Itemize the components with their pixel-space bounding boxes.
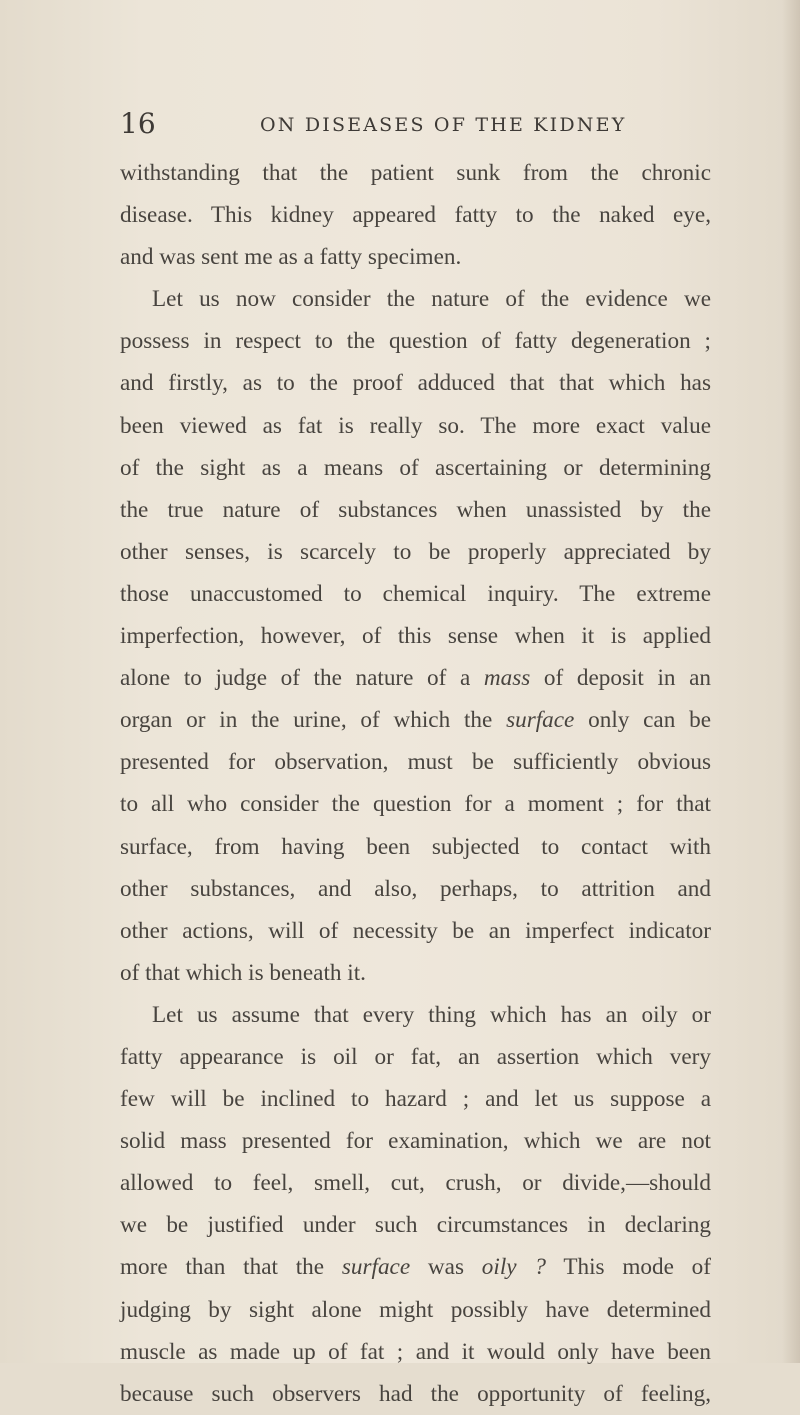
text-run: more than that the — [120, 1254, 342, 1281]
text-line: allowed to feel, smell, cut, crush, or divide,—should — [120, 1170, 711, 1197]
text-line: and firstly, as to the proof adduced that that which has — [120, 370, 711, 397]
text-line: presented for observation, must be sufficiently obvious — [120, 749, 711, 776]
text-line: muscle as made up of fat ; and it would only have been — [120, 1338, 711, 1365]
text-line: because such observers had the opportunity of feeling, — [120, 1380, 711, 1407]
text-line: the true nature of substances when unassisted by the — [120, 496, 711, 523]
italic-word: oily ? — [481, 1254, 546, 1281]
text-line: and was sent me as a fatty specimen. — [120, 244, 462, 271]
text-line: solid mass presented for examination, which we are not — [120, 1128, 711, 1155]
italic-word: surface — [506, 707, 575, 734]
text-line: other substances, and also, perhaps, to attrition and — [120, 875, 711, 902]
text-line: surface, from having been subjected to contact with — [120, 833, 711, 860]
page-edge-shadow — [782, 0, 800, 1363]
text-line: of that which is beneath it. — [120, 959, 366, 986]
text-run: organ or in the urine, of which the — [120, 707, 507, 734]
text-line: of the sight as a means of ascertaining or determining — [120, 454, 711, 481]
italic-word: mass — [483, 665, 531, 692]
text-line: other senses, is scarcely to be properly appreciated by — [120, 538, 711, 565]
text-line: imperfection, however, of this sense when it is applied — [120, 623, 711, 650]
text-line: possess in respect to the question of fatty degeneration ; — [120, 328, 711, 355]
text-line: to all who consider the question for a moment ; for that — [120, 791, 711, 818]
paragraph-start-line: Let us assume that every thing which has an oily or — [152, 1001, 711, 1028]
text-line: other actions, will of necessity be an imperfect indicator — [120, 917, 711, 944]
text-line: few will be inclined to hazard ; and let us suppose a — [120, 1086, 711, 1113]
text-line — [120, 1246, 711, 1288]
running-head: ON DISEASES OF THE KIDNEY — [260, 114, 627, 136]
body-text — [120, 152, 711, 1415]
text-line: withstanding that the patient sunk from the chronic — [120, 160, 711, 186]
text-line: been viewed as fat is really so. The more exact value — [120, 412, 711, 439]
text-line: fatty appearance is oil or fat, an assertion which very — [120, 1043, 711, 1070]
text-line: judging by sight alone might possibly have determined — [120, 1296, 711, 1323]
page-number: 16 — [120, 107, 156, 140]
italic-word: surface — [341, 1254, 411, 1281]
text-line — [120, 657, 711, 699]
paragraph-start-line: Let us now consider the nature of the evidence we — [152, 286, 711, 313]
text-run: This mode of — [545, 1254, 711, 1281]
text-line: disease. This kidney appeared fatty to the naked eye, — [120, 202, 711, 229]
text-line: we be justified under such circumstances in declaring — [120, 1212, 711, 1239]
text-line — [120, 699, 711, 741]
text-run: was — [410, 1254, 482, 1281]
text-run: of deposit in an — [530, 665, 712, 692]
page-header — [120, 104, 720, 144]
text-line: those unaccustomed to chemical inquiry. The extreme — [120, 580, 711, 607]
text-run: only can be — [574, 707, 711, 734]
text-run: alone to judge of the nature of a — [120, 665, 484, 692]
